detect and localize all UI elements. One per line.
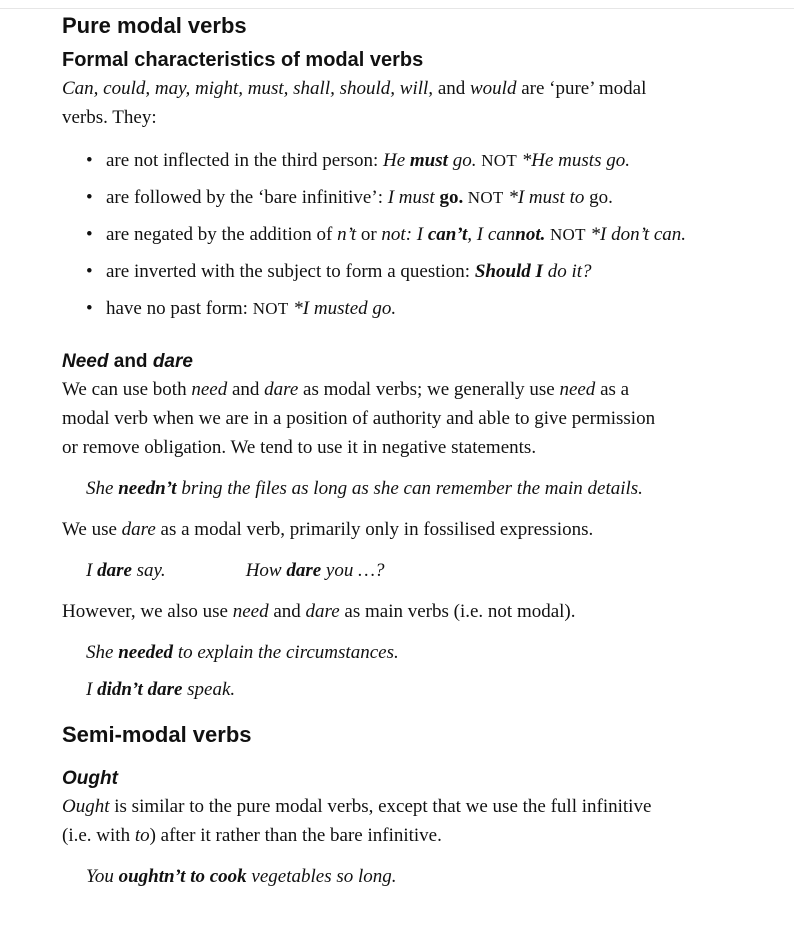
section-title-semi-modal-verbs: Semi-modal verbs [62,722,252,747]
main-verbs-paragraph: However, we also use need and dare as main verbs (i.e. not modal). [62,601,576,622]
subsection-title-need-and-dare: Need and dare [62,351,193,372]
example-sentence: I dare say. How dare you …? [86,560,385,581]
subsection-title-ought: Ought [62,768,118,789]
list-item: • are negated by the addition of n’t or not: I can’t, I cannot. NOT *I don’t can. [62,216,762,253]
intro-paragraph: Can, could, may, might, must, shall, should, will, and would are ‘pure’ modal verbs. They: [62,78,647,128]
intro-verb-list: Can, could, may, might, must, shall, should, will, [62,78,434,99]
example-sentence: I didn’t dare speak. [86,679,236,700]
ought-paragraph: Ought is similar to the pure modal verbs, except that we use the full infinitive (i.e. with to) after it rather than the bare infinitive. [62,796,652,846]
document-page [62,11,762,891]
example-sentence: You oughtn’t to cook vegetables so long. [86,866,397,887]
example-sentence: She needn’t bring the files as long as she can remember the main details. [86,478,643,499]
example-sentence: She needed to explain the circumstances. [86,642,399,663]
subsection-title-formal-characteristics: Formal characteristics of modal verbs [62,49,424,71]
list-item: • are inverted with the subject to form a question: Should I do it? [62,253,762,290]
bullet-icon: • [86,187,93,208]
bullet-icon: • [86,224,93,245]
bullet-icon: • [86,298,93,319]
section-title-pure-modal-verbs: Pure modal verbs [62,13,247,38]
dare-paragraph: We use dare as a modal verb, primarily only in fossilised expressions. [62,519,594,540]
bullet-icon: • [86,261,93,282]
need-dare-paragraph: We can use both need and dare as modal verbs; we generally use need as a modal verb when we are in a position of authority and able to give permission or remove obligation. We tend to use it in negative statements. [62,379,656,458]
list-item: • are not inflected in the third person: He must go. NOT *He musts go. [62,142,762,179]
list-item: • have no past form: NOT *I musted go. [62,290,762,327]
bullet-icon: • [86,150,93,171]
list-item: • are followed by the ‘bare infinitive’: I must go. NOT *I must to go. [62,179,762,216]
top-border-line [0,8,794,9]
characteristics-list [62,142,762,327]
